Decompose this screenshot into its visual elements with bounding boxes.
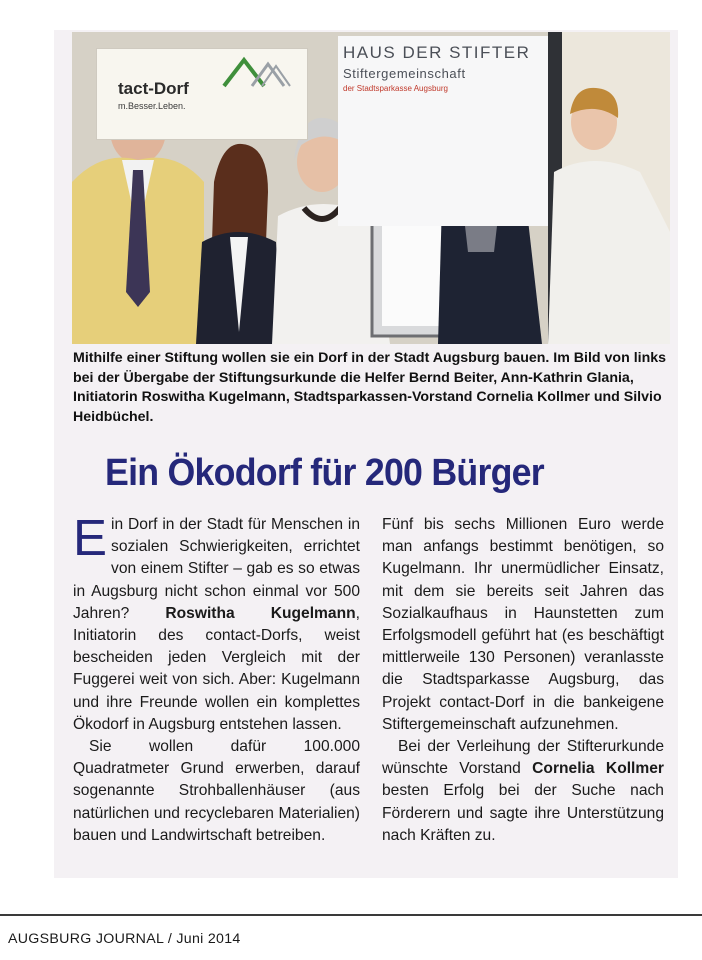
paragraph-1-text-b: , Initiatorin des contact-Dorfs, weist bescheiden jeden Vergleich mit der Fuggerei weit von sich. Aber: Kugelmann und ihre Freunde wollen ein komplettes Ökodorf in Augsburg entstehen lassen.: [73, 604, 360, 733]
paragraph-4-text-b: besten Erfolg bei der Suche nach Förderern und sagte ihre Unterstützung nach Kräften zu.: [382, 782, 664, 844]
article-headline: Ein Ökodorf für 200 Bürger: [105, 452, 544, 494]
paragraph-4-text-a: Bei der Verleihung der Stifterurkunde wünschte Vorstand: [382, 738, 664, 778]
footer-issue-label: AUGSBURG JOURNAL / Juni 2014: [8, 931, 241, 947]
article-column-left: [73, 509, 360, 847]
banner-right-title: HAUS DER STIFTER: [343, 43, 531, 62]
person-name-kugelmann: Roswitha Kugelmann: [165, 604, 356, 622]
banner-right-subtitle: Stiftergemeinschaft: [343, 66, 466, 81]
paragraph-3: Fünf bis sechs Millionen Euro werde man anfangs bestimmt benötigen, so Kugelmann. Ihr unermüdlicher Einsatz, mit dem sie bereits seit Jahren das Sozialkaufhaus in Haunstetten zum Erfolgsmodell geführt hat (es beschäftigt mittlerweile 130 Personen) veranlasste die Stadtsparkasse Augsburg, das Projekt contact-Dorf in die bankeigene Stiftergemeinschaft aufzunehmen.: [382, 516, 664, 733]
paragraph-1: [73, 509, 360, 736]
banner-left-title: tact-Dorf: [118, 79, 189, 98]
haus-der-stifter-banner: [338, 36, 548, 226]
person-name-kollmer: Cornelia Kollmer: [532, 760, 664, 778]
banner-left-slogan: m.Besser.Leben.: [118, 101, 186, 111]
footer-divider: [0, 914, 702, 916]
paragraph-2: Sie wollen dafür 100.000 Quadratmeter Grund erwerben, darauf sogenannte Strohballenhäuser (aus natürlichen und recyclebaren Materialien) bauen und Landwirtschaft betreiben.: [73, 738, 360, 844]
photo-caption: Mithilfe einer Stiftung wollen sie ein Dorf in der Stadt Augsburg bauen. Im Bild von links bei der Übergabe der Stiftungsurkunde die Helfer Bernd Beiter, Ann-Kathrin Glania, Initiatorin Roswitha Kugelmann, Stadtsparkassen-Vorstand Cornelia Kollmer und Silvio Heidbüchel.: [73, 350, 667, 425]
contact-dorf-logo-icon: [222, 54, 292, 94]
banner-right-subtitle2: der Stadtsparkasse Augsburg: [343, 84, 448, 93]
paragraph-1-text-a: in Dorf in der Stadt für Menschen in sozialen Schwierigkeiten, errichtet von einem Stifter – gab es so etwas in Augsburg nicht schon einmal vor 500 Jahren?: [73, 516, 360, 622]
drop-cap: E: [73, 509, 108, 566]
paragraph-4: [382, 736, 664, 847]
article-column-right: [382, 514, 664, 847]
